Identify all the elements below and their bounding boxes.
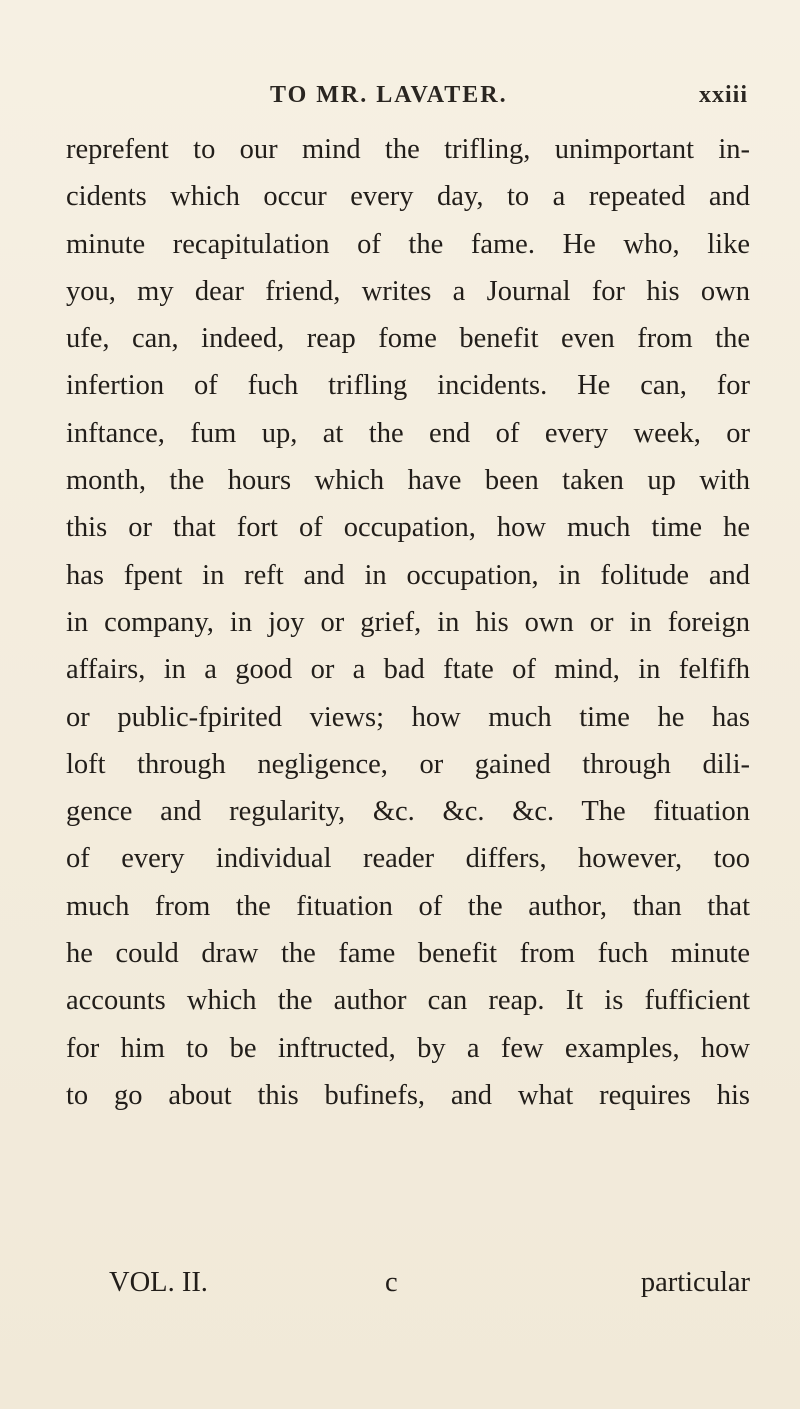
text-line: gence and regularity, &c. &c. &c. The fituation <box>66 796 750 828</box>
volume-label: VOL. II. <box>109 1267 208 1298</box>
text-line: infertion of fuch trifling incidents. He can, for <box>66 370 750 402</box>
text-line: for him to be inftructed, by a few examples, how <box>66 1032 750 1064</box>
page-footer <box>109 1267 750 1307</box>
text-line: he could draw the fame benefit from fuch minute <box>66 938 750 970</box>
text-line: of every individual reader differs, however, too <box>66 843 750 875</box>
text-line: loft through negligence, or gained through dili- <box>66 748 750 780</box>
text-line: minute recapitulation of the fame. He who, like <box>66 228 750 260</box>
text-line: this or that fort of occupation, how much time he <box>66 512 750 544</box>
text-line: affairs, in a good or a bad ftate of mind, in felfifh <box>66 654 750 686</box>
text-line: in company, in joy or grief, in his own or in foreign <box>66 606 750 638</box>
running-head <box>270 82 748 112</box>
page-number: xxiii <box>698 82 748 108</box>
body-text <box>66 126 750 1119</box>
catchword: particular <box>640 1267 750 1298</box>
text-line: month, the hours which have been taken up with <box>66 465 750 497</box>
text-line: inftance, fum up, at the end of every week, or <box>66 417 750 449</box>
text-line: much from the fituation of the author, than that <box>66 890 750 922</box>
text-line: accounts which the author can reap. It is fufficient <box>66 985 750 1017</box>
text-line: ufe, can, indeed, reap fome benefit even from the <box>66 323 750 355</box>
signature-mark: c <box>385 1267 398 1298</box>
text-line: you, my dear friend, writes a Journal for his own <box>66 275 750 307</box>
text-line: cidents which occur every day, to a repeated and <box>66 181 750 213</box>
running-head-title: TO MR. LAVATER. <box>270 82 508 108</box>
text-line: has fpent in reft and in occupation, in folitude and <box>66 559 750 591</box>
text-line: or public-fpirited views; how much time he has <box>66 701 750 733</box>
text-line: to go about this bufinefs, and what requires his <box>66 1079 750 1111</box>
text-line: reprefent to our mind the trifling, unimportant in- <box>66 134 750 165</box>
